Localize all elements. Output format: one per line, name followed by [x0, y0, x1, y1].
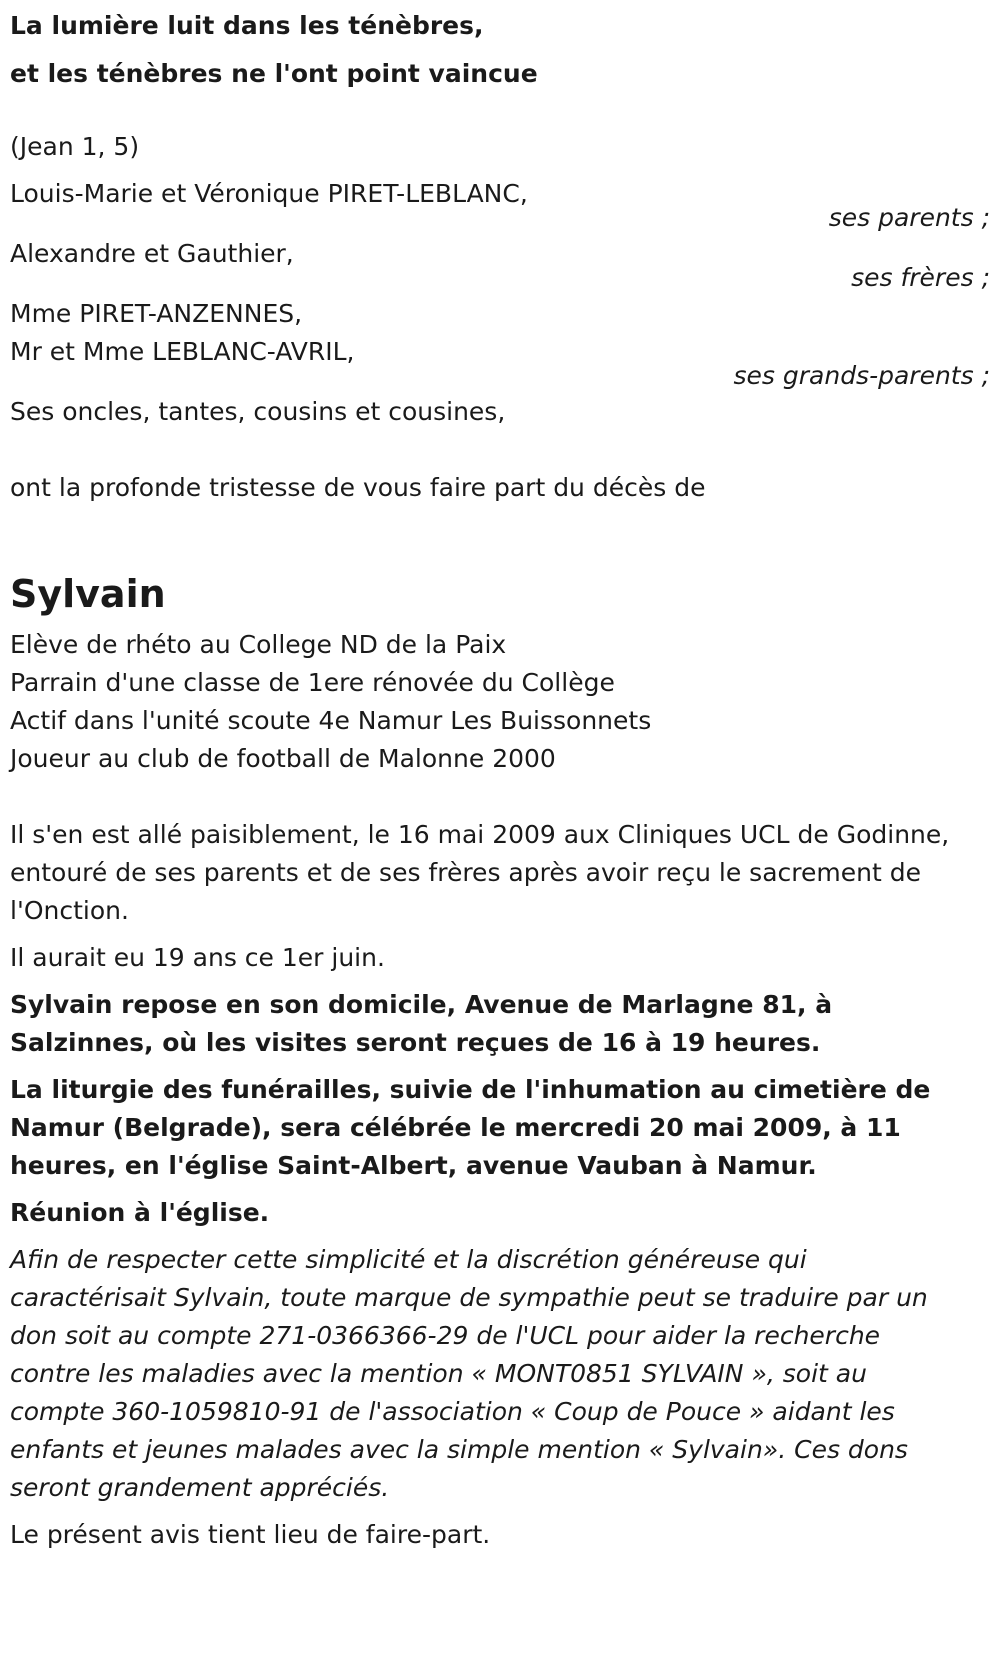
brothers-role: ses frères ;: [851, 263, 990, 292]
deceased-name: Sylvain: [10, 572, 166, 616]
funeral-info: La liturgie des funérailles, suivie de l'inhumation au cimetière de Namur (Belgrade), sera célébrée le mercredi 20 mai 2009, à 11 heures, en l'église Saint-Albert, avenue Vauban à Namur.: [10, 1075, 931, 1180]
biography-line: Joueur au club de football de Malonne 2000: [10, 744, 556, 773]
grandparent-name-1: Mme PIRET-ANZENNES,: [10, 299, 303, 328]
grandparents-role: ses grands-parents ;: [733, 361, 990, 390]
relatives: Ses oncles, tantes, cousins et cousines,: [10, 397, 506, 426]
verse-line-1: La lumière luit dans les ténèbres,: [10, 11, 484, 40]
brothers-names: Alexandre et Gauthier,: [10, 239, 294, 268]
verse-line-2: et les ténèbres ne l'ont point vaincue: [10, 59, 538, 88]
death-paragraph: Il s'en est allé paisiblement, le 16 mai 2009 aux Cliniques UCL de Godinne, entouré de ses parents et de ses frères après avoir reçu le sacrement de l'Onction.: [10, 820, 950, 925]
biography: [10, 626, 990, 778]
visitation-info: Sylvain repose en son domicile, Avenue de Marlagne 81, à Salzinnes, où les visites seront reçues de 16 à 19 heures.: [10, 990, 833, 1057]
parents-names: Louis-Marie et Véronique PIRET-LEBLANC,: [10, 179, 528, 208]
biography-line: Actif dans l'unité scoute 4e Namur Les Buissonnets: [10, 706, 652, 735]
parents-role: ses parents ;: [828, 203, 990, 232]
announcement: ont la profonde tristesse de vous faire part du décès de: [10, 473, 706, 502]
grandparent-name-2: Mr et Mme LEBLANC-AVRIL,: [10, 337, 355, 366]
biography-line: Parrain d'une classe de 1ere rénovée du Collège: [10, 668, 615, 697]
age-note: Il aurait eu 19 ans ce 1er juin.: [10, 943, 385, 972]
verse-reference: (Jean 1, 5): [10, 132, 140, 161]
donation-info: Afin de respecter cette simplicité et la discrétion généreuse qui caractérisait Sylvain, toute marque de sympathie peut se traduire par un don soit au compte 271-0366366-29 de l'UCL pour aider la recherche contre les maladies avec la mention « MONT0851 SYLVAIN », soit au compte 360-1059810-91 de l'association « Coup de Pouce » aidant les enfants et jeunes malades avec la simple mention « Sylvain». Ces dons seront grandement appréciés.: [10, 1245, 928, 1502]
biography-line: Elève de rhéto au College ND de la Paix: [10, 630, 507, 659]
closing-note: Le présent avis tient lieu de faire-part.: [10, 1520, 491, 1549]
meeting-info: Réunion à l'église.: [10, 1198, 270, 1227]
